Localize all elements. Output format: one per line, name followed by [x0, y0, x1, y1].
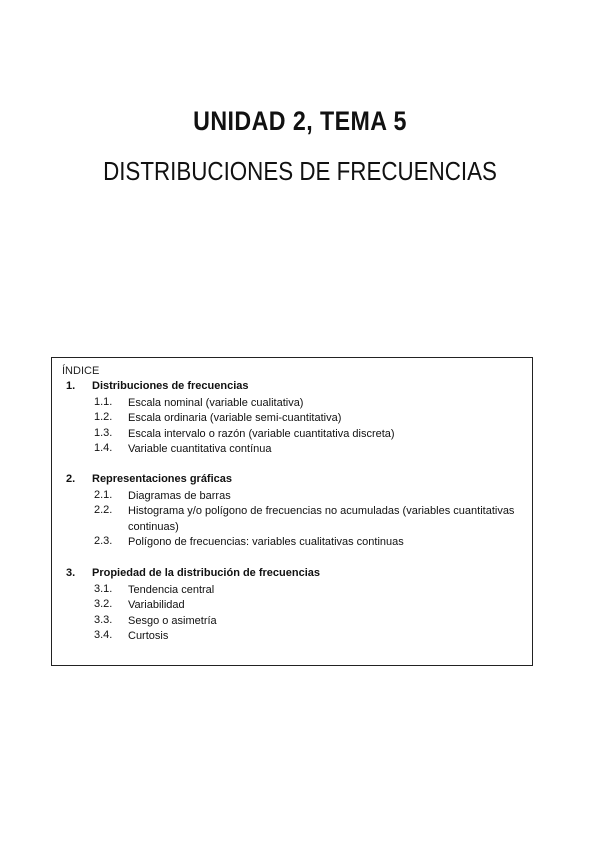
toc-item-text: Sesgo o asimetría	[128, 614, 217, 627]
toc-item-text: Curtosis	[128, 630, 169, 642]
toc-item-number: 2.3.	[94, 535, 113, 547]
toc-item-text: Escala intervalo o razón (variable cuantitativa discreta)	[128, 427, 395, 440]
toc-item-text: Polígono de frecuencias: variables cualitativas continuas	[128, 536, 404, 548]
toc-item-text: Tendencia central	[128, 583, 215, 596]
index-heading: ÍNDICE	[62, 365, 100, 377]
toc-item-text: Histograma y/o polígono de frecuencias no acumuladas (variables cuantitativas continuas)	[128, 505, 515, 533]
toc-item-number: 3.3.	[94, 613, 113, 626]
toc-item-text: Escala nominal (variable cualitativa)	[128, 396, 304, 409]
toc-item-number: 3.2.	[94, 598, 113, 610]
toc-item-number: 1.2.	[94, 411, 113, 423]
toc-item-text: Escala ordinaria (variable semi-cuantitativa)	[128, 412, 342, 424]
toc-item-number: 1.1.	[94, 395, 113, 408]
toc-item-text: Diagramas de barras	[128, 489, 231, 502]
toc-item-number: 2.1.	[94, 488, 113, 501]
page-title: UNIDAD 2, TEMA 5	[193, 106, 407, 136]
toc-item-number: 3.1.	[94, 582, 113, 595]
toc-section-title: Propiedad de la distribución de frecuencias	[92, 567, 321, 579]
toc-section-title: Representaciones gráficas	[92, 473, 233, 485]
table-of-contents	[51, 357, 533, 666]
page-subtitle: DISTRIBUCIONES DE FRECUENCIAS	[103, 156, 497, 186]
toc-item-text: Variabilidad	[128, 599, 185, 611]
toc-section-number: 1.	[66, 380, 76, 392]
toc-section-number: 3.	[66, 567, 76, 579]
toc-item-number: 1.4.	[94, 442, 113, 454]
toc-section-number: 2.	[66, 473, 76, 485]
toc-item-number: 2.2.	[94, 504, 113, 516]
toc-item-number: 1.3.	[94, 426, 113, 439]
toc-item-number: 3.4.	[94, 629, 113, 641]
toc-item-text: Variable cuantitativa contínua	[128, 443, 272, 455]
toc-section-title: Distribuciones de frecuencias	[92, 380, 249, 392]
